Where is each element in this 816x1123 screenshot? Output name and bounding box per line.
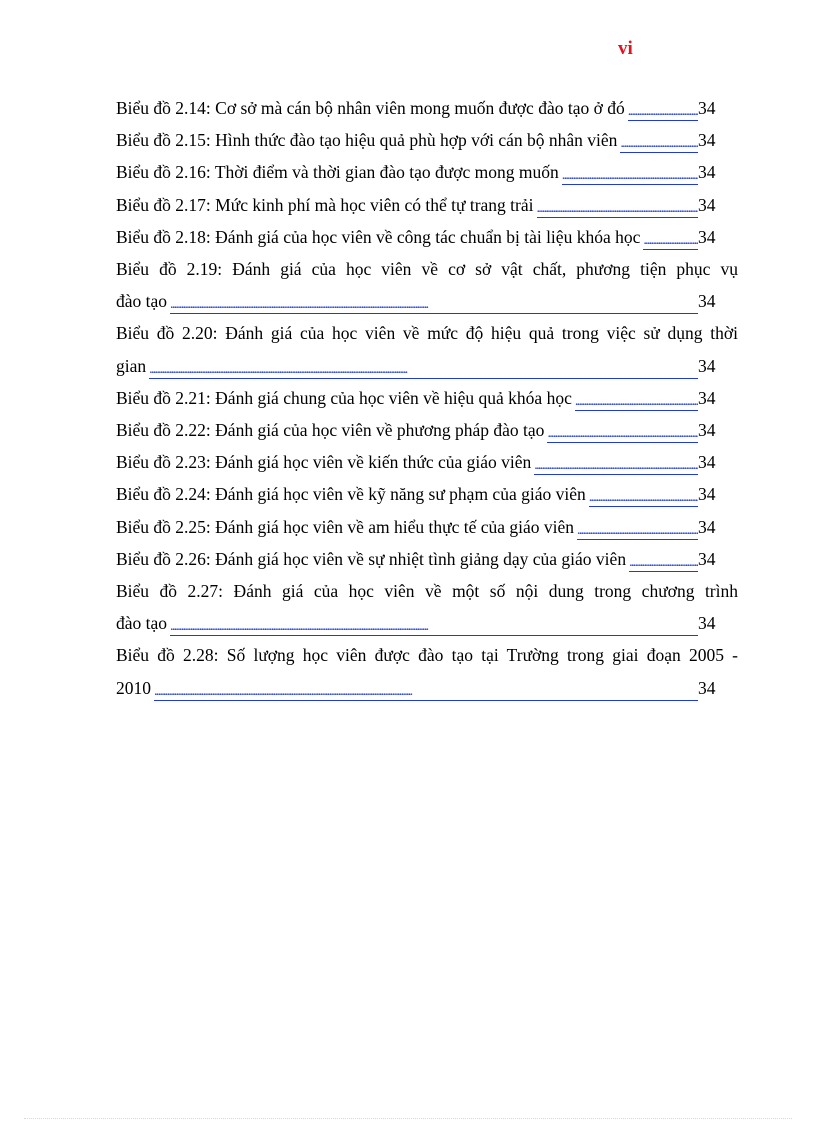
toc-entry-title: Biểu đồ 2.23: Đánh giá học viên về kiến thức của giáo viên [116,452,532,473]
toc-entry-page: 34 [698,130,716,151]
toc-entry[interactable] [116,446,738,478]
dot-leader [577,520,698,540]
dot-leader [170,294,698,314]
toc-entry[interactable] [116,156,738,188]
toc-entry-page: 34 [698,226,716,247]
toc-entry-title: Biểu đồ 2.15: Hình thức đào tạo hiệu quả phù hợp với cán bộ nhân viên [116,130,618,151]
toc-entry-title: đào tạo [116,291,168,312]
toc-entry-page: 34 [698,613,716,634]
toc-entry-page: 34 [698,548,716,569]
toc-entry-page: 34 [698,484,716,505]
toc-entry[interactable] [116,639,738,703]
toc-entry-title: Biểu đồ 2.26: Đánh giá học viên về sự nhiệt tình giảng dạy của giáo viên [116,548,627,569]
toc-entry-title: Biểu đồ 2.14: Cơ sở mà cán bộ nhân viên mong muốn được đào tạo ở đó [116,98,625,118]
toc-entry-title: Biểu đồ 2.27: Đánh giá của học viên về một số nội dung trong chương trình [116,581,738,602]
dot-leader [575,391,698,411]
toc-entry-title: Biểu đồ 2.25: Đánh giá học viên về am hiểu thực tế của giáo viên [116,516,575,537]
dot-leader [589,487,698,507]
list-of-charts [116,92,738,704]
toc-entry[interactable] [116,478,738,510]
toc-entry-page: 34 [698,194,716,215]
toc-entry-title: Biểu đồ 2.18: Đánh giá của học viên về công tác chuẩn bị tài liệu khóa học [116,226,641,247]
toc-entry-page: 34 [698,387,716,408]
toc-entry-title: 2010 [116,677,151,698]
toc-entry-title: Biểu đồ 2.22: Đánh giá của học viên về phương pháp đào tạo [116,420,545,441]
toc-entry-title: Biểu đồ 2.20: Đánh giá của học viên về mức độ hiệu quả trong việc sử dụng thời [116,323,738,344]
toc-entry[interactable] [116,543,738,575]
toc-entry[interactable] [116,511,738,543]
dot-leader [534,455,698,475]
toc-entry-title: Biểu đồ 2.19: Đánh giá của học viên về cơ sở vật chất, phương tiện phục vụ [116,259,738,280]
toc-entry-title: Biểu đồ 2.16: Thời điểm và thời gian đào tạo được mong muốn [116,162,559,183]
toc-entry-page: 34 [698,677,716,698]
toc-entry-title: Biểu đồ 2.24: Đánh giá học viên về kỹ năng sư phạm của giáo viên [116,484,586,505]
toc-entry-title: Biểu đồ 2.21: Đánh giá chung của học viên về hiệu quả khóa học [116,387,572,408]
toc-entry-title: Biểu đồ 2.17: Mức kinh phí mà học viên có thể tự trang trải [116,194,534,215]
dot-leader [149,359,698,379]
toc-entry[interactable] [116,221,738,253]
dot-leader [547,423,698,443]
toc-entry-title: gian [116,355,147,376]
page-number: vi [618,38,633,59]
toc-entry-title: đào tạo [116,613,168,634]
dot-leader [537,198,699,218]
dot-leader [628,101,698,121]
page-bottom-divider [24,1118,792,1119]
toc-entry[interactable] [116,253,738,317]
dot-leader [562,165,698,185]
dot-leader [154,681,698,701]
toc-entry-page: 34 [698,291,716,312]
toc-entry-title: Biểu đồ 2.28: Số lượng học viên được đào tạo tại Trường trong giai đoạn 2005 - [116,645,738,666]
toc-entry-page: 34 [698,516,716,537]
toc-entry-page: 34 [698,162,716,183]
toc-entry[interactable] [116,189,738,221]
dot-leader [170,616,698,636]
toc-entry[interactable] [116,382,738,414]
toc-entry-page: 34 [698,452,716,473]
toc-entry[interactable] [116,124,738,156]
dot-leader [629,552,698,572]
toc-entry[interactable] [116,317,738,381]
dot-leader [620,133,698,153]
toc-entry-page: 34 [698,420,716,441]
dot-leader [643,230,698,250]
toc-entry[interactable] [116,414,738,446]
toc-entry-page: 34 [698,355,716,376]
toc-entry-page: 34 [698,98,716,118]
toc-entry[interactable] [116,575,738,639]
toc-entry[interactable] [116,92,738,124]
